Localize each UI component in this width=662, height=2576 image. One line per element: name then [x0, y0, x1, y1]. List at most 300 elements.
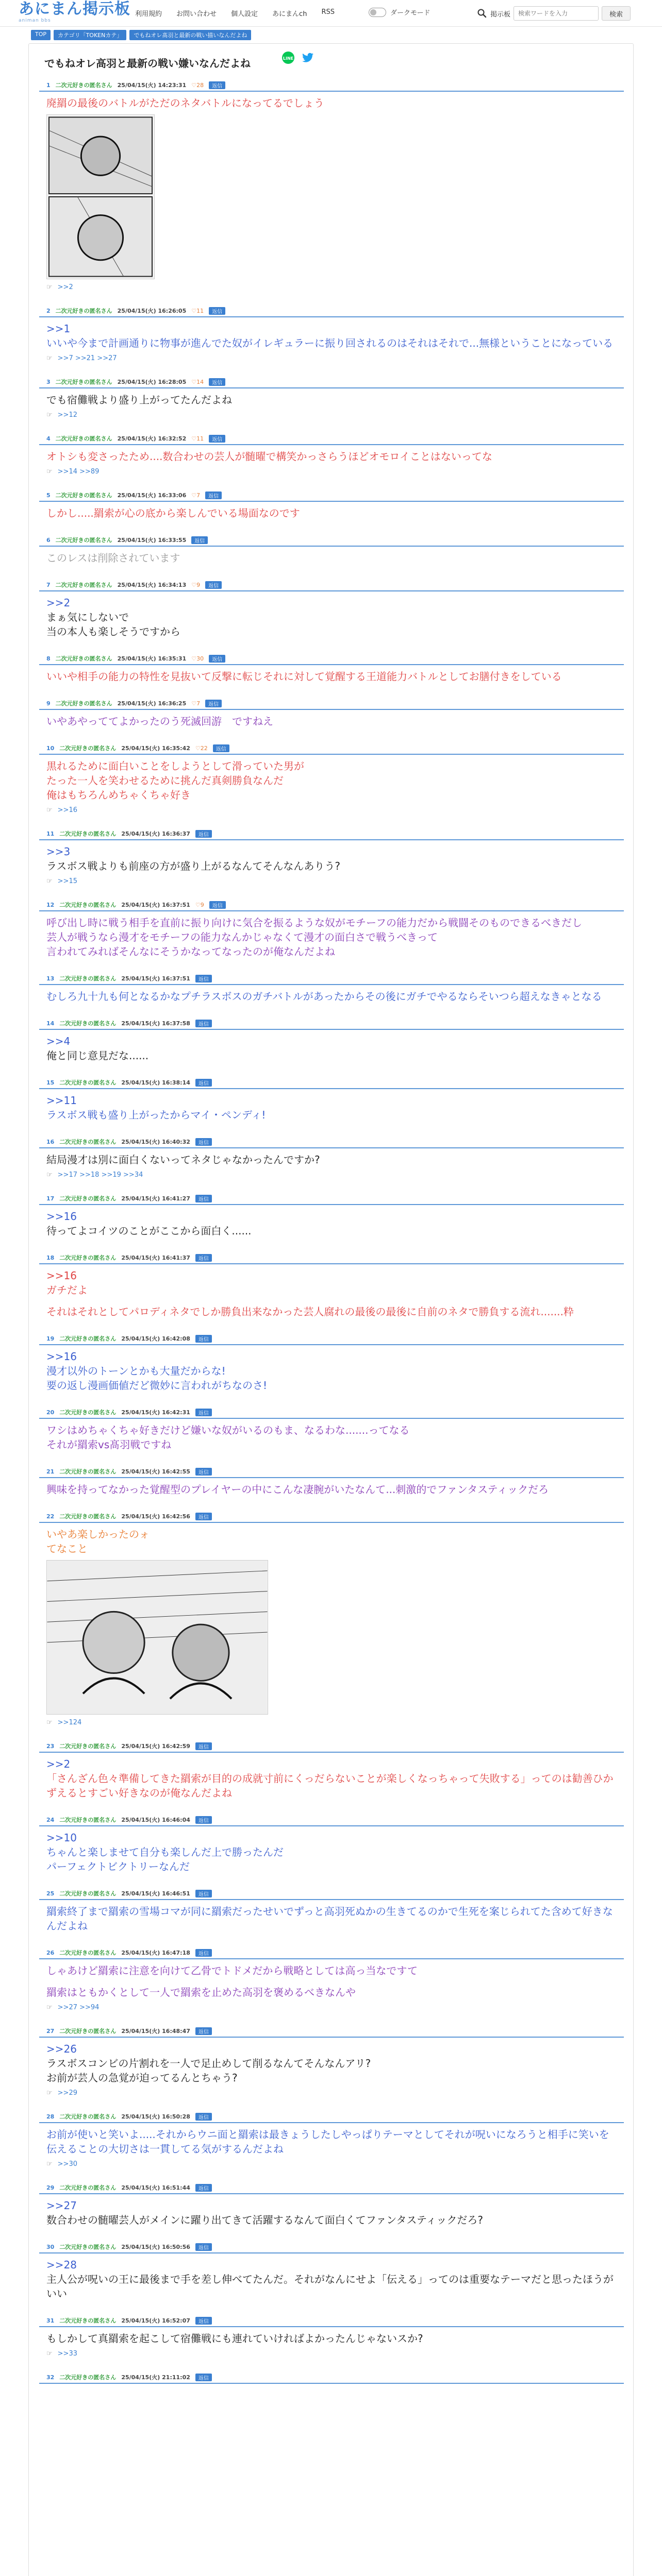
reply-button[interactable]: 返信	[195, 2184, 212, 2192]
post-number[interactable]: 13	[46, 975, 55, 982]
reference-links[interactable]: >>124	[57, 1719, 82, 1726]
like-count[interactable]: ♡28	[191, 81, 204, 89]
post-body	[39, 2253, 624, 2301]
toggle-switch[interactable]	[369, 8, 386, 17]
post-text-line[interactable]: >>16	[46, 1210, 77, 1223]
post-body	[39, 1030, 624, 1063]
reference-links[interactable]: >>12	[57, 411, 77, 419]
post-references	[39, 2085, 624, 2097]
site-header	[0, 0, 662, 27]
post-number[interactable]: 25	[46, 1890, 55, 1897]
poster-name: 二次元好きの匿名さん	[59, 2113, 117, 2120]
post-number[interactable]: 2	[46, 307, 51, 314]
post-number[interactable]: 27	[46, 2027, 55, 2035]
post-references	[39, 407, 624, 419]
post-text-line: オトシも変さったため....数合わせの芸人が髄曜で構笑かっさらうほどオモロイことはないってな	[46, 450, 492, 463]
post-number[interactable]: 3	[46, 378, 51, 385]
share-icons	[282, 51, 315, 64]
reference-links[interactable]: >>7 >>21 >>27	[57, 354, 117, 362]
post-references	[39, 873, 624, 885]
breadcrumb-top[interactable]: TOP	[31, 30, 51, 40]
post-body	[39, 388, 624, 407]
post-date: 25/04/15(火) 16:46:04	[121, 1817, 190, 1823]
manga-panel-icon	[47, 115, 154, 279]
post-date: 25/04/15(火) 21:11:02	[121, 2374, 190, 2381]
post	[39, 1887, 624, 1933]
poster-name: 二次元好きの匿名さん	[59, 1195, 117, 1202]
post	[39, 1814, 624, 1874]
post-date: 25/04/15(火) 16:36:37	[121, 831, 190, 837]
nav-terms[interactable]: 利用規約	[135, 10, 162, 18]
post	[39, 534, 624, 565]
post-text-line[interactable]: >>4	[46, 1035, 71, 1047]
post-date: 25/04/15(火) 16:42:59	[121, 1743, 190, 1750]
like-count[interactable]: ♡9	[195, 901, 204, 908]
post-text-line: たった一人を笑わせるために挑んだ真剣勝負なんだ	[46, 774, 284, 787]
post-text-line: 当の本人も楽しそうですから	[46, 625, 180, 638]
reply-button[interactable]: 返信	[195, 2027, 212, 2035]
post	[39, 697, 624, 728]
post-header	[39, 899, 624, 911]
post-references	[39, 1715, 624, 1726]
poster-name: 二次元好きの匿名さん	[59, 2244, 117, 2250]
post-header	[39, 827, 624, 840]
reply-button[interactable]: 返信	[195, 1409, 212, 1416]
post-body	[39, 1205, 624, 1238]
poster-name: 二次元好きの匿名さん	[59, 1079, 117, 1086]
poster-name: 二次元好きの匿名さん	[59, 1890, 117, 1897]
post-body	[39, 92, 624, 110]
reply-button[interactable]: 返信	[195, 1949, 212, 1957]
reply-button[interactable]: 返信	[195, 2113, 212, 2121]
post-text-line: まぁ気にしないで	[46, 611, 129, 623]
post-date: 25/04/15(火) 16:42:56	[121, 1513, 190, 1520]
post-body	[39, 547, 624, 565]
reply-button[interactable]: 返信	[195, 1513, 212, 1520]
post-header	[39, 2241, 624, 2253]
post-body	[39, 1419, 624, 1452]
post-header	[39, 2371, 624, 2384]
post-number[interactable]: 32	[46, 2374, 55, 2381]
post-header	[39, 79, 624, 92]
dark-mode-label: ダークモード	[390, 9, 431, 17]
post-text-line: ちゃんと楽しませて自分も楽しんだ上で勝ったんだ	[46, 1846, 284, 1858]
reply-button[interactable]: 返信	[195, 1890, 212, 1897]
post-number[interactable]: 4	[46, 435, 51, 442]
post-body	[39, 1826, 624, 1874]
nav-contact[interactable]: お問い合わせ	[176, 10, 217, 18]
poster-name: 二次元好きの匿名さん	[59, 1743, 117, 1750]
post-number[interactable]: 30	[46, 2243, 55, 2250]
like-count[interactable]: ♡22	[195, 744, 208, 752]
post	[39, 376, 624, 419]
post-number[interactable]: 15	[46, 1079, 55, 1086]
post-number[interactable]: 26	[46, 1949, 55, 1956]
post-body	[39, 445, 624, 464]
reply-button[interactable]: 返信	[205, 581, 222, 589]
reply-button[interactable]: 返信	[195, 1079, 212, 1087]
post-text-line[interactable]: >>10	[46, 1832, 77, 1844]
post-header	[39, 1136, 624, 1148]
breadcrumb-thread[interactable]: でもねオレ髙羽と最新の戦い描いなんだよね	[129, 30, 251, 40]
reply-button[interactable]: 返信	[195, 2243, 212, 2251]
post	[39, 2314, 624, 2358]
like-count[interactable]: ♡7	[191, 492, 201, 499]
post-header	[39, 1076, 624, 1089]
post-body	[39, 1345, 624, 1393]
post-text-line: 結局漫才は別に面白くないってネタじゃなかったんですか?	[46, 1154, 320, 1166]
post-body	[39, 710, 624, 728]
post-number[interactable]: 6	[46, 536, 51, 544]
post-date: 25/04/15(火) 16:38:14	[121, 1079, 190, 1086]
poster-name: 二次元好きの匿名さん	[55, 655, 112, 662]
breadcrumb-category[interactable]: カテゴリ「TOKENカテ」	[54, 30, 126, 40]
post-body	[39, 1900, 624, 1933]
poster-name: 二次元好きの匿名さん	[55, 700, 112, 707]
reference-links[interactable]: >>33	[57, 2350, 77, 2358]
post-date: 25/04/15(火) 16:50:56	[121, 2244, 190, 2250]
reference-links[interactable]: >>16	[57, 806, 77, 814]
like-count[interactable]: ♡9	[191, 581, 201, 588]
post-references	[39, 2346, 624, 2358]
like-count[interactable]: ♡30	[191, 655, 204, 662]
post-text-line[interactable]: >>16	[46, 1350, 77, 1363]
poster-name: 二次元好きの匿名さん	[59, 831, 117, 837]
reply-button[interactable]: 返信	[195, 1195, 212, 1202]
post-header	[39, 1740, 624, 1753]
post-text-line: 黒れるために面白いことをしようとして滑っていた男が	[46, 760, 304, 772]
post-image[interactable]	[46, 114, 155, 279]
post-date: 25/04/15(火) 16:37:51	[121, 975, 190, 982]
post-text-line: 羂索はともかくとして一人で羂索を止めた高羽を褒めるべきなんや	[46, 1986, 356, 1998]
post-number[interactable]: 24	[46, 1816, 55, 1823]
breadcrumb	[31, 30, 251, 40]
post-date: 25/04/15(火) 16:32:52	[117, 435, 187, 442]
svg-text:LINE: LINE	[283, 56, 294, 61]
post-date: 25/04/15(火) 16:33:55	[117, 537, 187, 544]
post-text-line: 俺と同じ意見だな......	[46, 1049, 149, 1062]
post	[39, 579, 624, 639]
post-text-line[interactable]: >>11	[46, 1094, 77, 1107]
post-header	[39, 742, 624, 755]
poster-name: 二次元好きの匿名さん	[59, 1468, 117, 1475]
like-count[interactable]: ♡11	[191, 307, 204, 314]
reference-links[interactable]: >>29	[57, 2089, 77, 2097]
thread-container	[28, 43, 634, 2576]
post-header	[39, 1814, 624, 1826]
post-references	[39, 1167, 624, 1179]
post-text-line: パーフェクトビクトリーなんだ	[46, 1860, 190, 1873]
reply-hand-icon: ☞	[46, 2004, 53, 2011]
line-share-icon[interactable]	[282, 51, 295, 64]
post-date: 25/04/15(火) 14:23:31	[117, 82, 187, 89]
reply-button[interactable]: 返信	[209, 435, 225, 443]
reply-button[interactable]: 返信	[209, 81, 225, 89]
reply-hand-icon: ☞	[46, 468, 53, 476]
post	[39, 2025, 624, 2097]
reply-button[interactable]: 返信	[209, 378, 225, 386]
post-text-line: 「さんざん色々準備してきた羂索が目的の成就寸前にくっだらないことが楽しくなっちゃって失敗する」ってのは勧善ひかずえるとすごい好きなのが俺なんだよね	[46, 1772, 614, 1799]
post-body	[39, 591, 624, 639]
post-body	[39, 1264, 624, 1319]
poster-name: 二次元好きの匿名さん	[59, 1513, 117, 1520]
reply-button[interactable]: 返信	[205, 492, 222, 499]
post-body	[39, 2123, 624, 2156]
post	[39, 652, 624, 684]
post-text-line: ワシはめちゃくちゃ好きだけど嫌いな奴がいるのもま、なるわな.......ってなる	[46, 1424, 410, 1436]
post-text-line: 待ってよコイツのことがここから面白く......	[46, 1225, 252, 1237]
post-date: 25/04/15(火) 16:36:25	[117, 700, 187, 707]
post-number[interactable]: 7	[46, 581, 51, 588]
reply-button[interactable]: 返信	[191, 536, 208, 544]
post-text-line: 言われてみればそんなにそうかなってなったのが俺なんだよね	[46, 945, 335, 958]
reference-links[interactable]: >>17 >>18 >>19 >>34	[57, 1171, 143, 1179]
post-date: 25/04/15(火) 16:51:44	[121, 2184, 190, 2191]
post-text-line[interactable]: >>16	[46, 1269, 77, 1282]
post-number[interactable]: 5	[46, 492, 51, 499]
reference-links[interactable]: >>30	[57, 2160, 77, 2168]
post-text-line: ガチだよ	[46, 1284, 88, 1296]
reply-button[interactable]: 返信	[195, 2374, 212, 2381]
search-input[interactable]	[514, 6, 599, 21]
search-icon	[477, 8, 487, 19]
site-logo[interactable]	[19, 1, 130, 24]
post-text-line[interactable]: >>2	[46, 597, 71, 609]
post-text-line: 廃羂の最後のバトルがただのネタバトルになってるでしょう	[46, 97, 324, 109]
reply-button[interactable]: 返信	[195, 1335, 212, 1343]
post	[39, 1192, 624, 1238]
post-text-line: ラスボス戦よりも前座の方が盛り上がるなんてそんなんありう?	[46, 860, 341, 872]
post-body	[39, 665, 624, 684]
reply-button[interactable]: 返信	[195, 1468, 212, 1476]
post-text-line: 芸人が戦うなら漫才をモチーフの能力なんかじゃなくて漫才の面白さで戦うべきって	[46, 931, 438, 943]
post-text-line: 主人公が呪いの王に最後まで手を差し伸べてたんだ。それがなんにせよ「伝える」ってのは重要なテーマだと思ったほうがいい	[46, 2273, 614, 2300]
post-text-line: お前が芸人の急覚が迫ってるんとちゃう?	[46, 2072, 238, 2084]
post	[39, 1510, 624, 1726]
post-number[interactable]: 19	[46, 1335, 55, 1342]
nav-animanch[interactable]: あにまんch	[272, 10, 307, 18]
poster-name: 二次元好きの匿名さん	[59, 1020, 117, 1027]
reply-button[interactable]: 返信	[195, 1020, 212, 1027]
post-text-line	[46, 1978, 617, 1985]
post-number[interactable]: 29	[46, 2184, 55, 2191]
reply-button[interactable]: 返信	[205, 700, 222, 707]
post-number[interactable]: 8	[46, 655, 51, 662]
reference-links[interactable]: >>2	[57, 283, 73, 291]
post-date: 25/04/15(火) 16:52:07	[121, 2317, 190, 2324]
reply-button[interactable]: 返信	[195, 2317, 212, 2325]
post-image[interactable]	[46, 1560, 268, 1715]
post-date: 25/04/15(火) 16:41:27	[121, 1195, 190, 1202]
nav-settings[interactable]: 個人設定	[231, 10, 258, 18]
post-text-line: 数合わせの髄曜芸人がメインに躍り出てきて活躍するなんて面白くてファンタスティックだろ?	[46, 2214, 484, 2226]
reply-button[interactable]: 返信	[213, 744, 229, 752]
post-text-line[interactable]: >>27	[46, 2199, 77, 2212]
post-references	[39, 464, 624, 476]
post-text-line: ラスボス戦も盛り上がったからマイ・ペンディ!	[46, 1109, 266, 1121]
post-header	[39, 2110, 624, 2123]
post-header	[39, 1465, 624, 1478]
post-references	[39, 1999, 624, 2011]
reply-button[interactable]: 返信	[195, 830, 212, 838]
twitter-share-icon[interactable]	[301, 51, 315, 64]
post-date: 25/04/15(火) 16:33:06	[117, 492, 187, 499]
manga-panel-icon	[47, 1561, 268, 1714]
post-text-line[interactable]: >>26	[46, 2043, 77, 2055]
post	[39, 79, 624, 291]
reply-button[interactable]: 返信	[195, 1138, 212, 1146]
reply-hand-icon: ☞	[46, 2350, 53, 2358]
post-number[interactable]: 10	[46, 744, 55, 752]
like-count[interactable]: ♡7	[191, 700, 201, 707]
post-number[interactable]: 1	[46, 81, 51, 89]
reference-links[interactable]: >>27 >>94	[57, 2004, 100, 2011]
reply-hand-icon: ☞	[46, 1171, 53, 1179]
dark-mode-toggle[interactable]	[369, 7, 430, 17]
post-body	[39, 1523, 624, 1556]
post-body	[39, 2038, 624, 2085]
like-count[interactable]: ♡11	[191, 435, 204, 442]
post	[39, 304, 624, 362]
poster-name: 二次元好きの匿名さん	[59, 1255, 117, 1261]
post	[39, 432, 624, 476]
post	[39, 1017, 624, 1063]
post-date: 25/04/15(火) 16:42:55	[121, 1468, 190, 1475]
post-date: 25/04/15(火) 16:28:05	[117, 379, 187, 385]
nav-rss[interactable]: RSS	[321, 8, 335, 16]
post-text-line[interactable]: >>1	[46, 323, 71, 335]
post-number[interactable]: 20	[46, 1409, 55, 1416]
post-header	[39, 2314, 624, 2327]
reply-hand-icon: ☞	[46, 1719, 53, 1726]
post-text-line[interactable]: >>28	[46, 2259, 77, 2271]
post-number[interactable]: 28	[46, 2113, 55, 2120]
post-text-line: 羂索終了まで羂索の雪場コマが同に羂索だったせいでずっと高羽死ぬかの生きてるのかで生死を案じられてた含めて好きなんだよね	[46, 1905, 613, 1932]
post-body	[39, 911, 624, 959]
post-header	[39, 1510, 624, 1523]
poster-name: 二次元好きの匿名さん	[59, 2184, 117, 2191]
post-text-line[interactable]: >>3	[46, 845, 71, 858]
reply-button[interactable]: 返信	[209, 655, 225, 663]
like-count[interactable]: ♡14	[191, 378, 204, 385]
post-number[interactable]: 21	[46, 1468, 55, 1475]
post-header	[39, 2181, 624, 2194]
reply-button[interactable]: 返信	[209, 307, 225, 315]
post-text-line[interactable]: >>2	[46, 1758, 71, 1770]
reference-links[interactable]: >>15	[57, 877, 77, 885]
post-header	[39, 579, 624, 591]
post-number[interactable]: 17	[46, 1195, 55, 1202]
post-date: 25/04/15(火) 16:37:51	[121, 902, 190, 908]
post-text-line: いやあ楽しかったのォ	[46, 1528, 150, 1540]
search-scope[interactable]: 掲示板	[490, 10, 511, 19]
poster-name: 二次元好きの匿名さん	[59, 2374, 117, 2381]
post-list	[39, 79, 624, 2397]
post-date: 25/04/15(火) 16:41:37	[121, 1255, 190, 1261]
reply-button[interactable]: 返信	[195, 975, 212, 982]
post-body	[39, 1478, 624, 1497]
post-text-line: 興味を持ってなかった覚醒型のプレイヤーの中にこんな凄腕がいたなんて...刺激的でファンタスティックだろ	[46, 1483, 549, 1496]
post-date: 25/04/15(火) 16:26:05	[117, 308, 187, 314]
reply-button[interactable]: 返信	[209, 901, 226, 909]
post-number[interactable]: 22	[46, 1513, 55, 1520]
poster-name: 二次元好きの匿名さん	[59, 902, 117, 908]
post	[39, 1465, 624, 1497]
post-text-line: 漫才以外のトーンとかも大量だからな!	[46, 1365, 226, 1377]
post	[39, 2241, 624, 2301]
post-body	[39, 1148, 624, 1167]
post	[39, 2110, 624, 2168]
post-text-line: 要の返し漫画価値だど微妙に言われがちなのさ!	[46, 1379, 268, 1392]
post-body	[39, 502, 624, 520]
poster-name: 二次元好きの匿名さん	[59, 1409, 117, 1416]
post-header	[39, 1192, 624, 1205]
post-text-line: しかし.....羂索が心の底から楽しんでいる場面なのです	[46, 507, 300, 519]
post-text-line: しゃあけど羂索に注意を向けて乙骨でトドメだから戦略としては高っ当なですて	[46, 1964, 418, 1977]
post-number[interactable]: 18	[46, 1254, 55, 1261]
post-date: 25/04/15(火) 16:42:31	[121, 1409, 190, 1416]
post	[39, 2371, 624, 2384]
post-number[interactable]: 11	[46, 830, 55, 837]
post	[39, 1946, 624, 2011]
post-references	[39, 802, 624, 814]
post	[39, 489, 624, 520]
post-text-line: むしろ九十九も何となるかなプチラスボスのガチバトルがあったからその後にガチでやるならそいつら超えなきゃとなる	[46, 990, 602, 1003]
post-body	[39, 985, 624, 1004]
search-button[interactable]: 検索	[602, 6, 631, 21]
post-body	[39, 1959, 624, 1999]
post-header	[39, 432, 624, 445]
post-number[interactable]: 14	[46, 1020, 55, 1027]
reply-button[interactable]: 返信	[195, 1816, 212, 1824]
post-header	[39, 697, 624, 710]
post-number[interactable]: 12	[46, 901, 55, 908]
post-number[interactable]: 23	[46, 1742, 55, 1750]
reply-button[interactable]: 返信	[195, 1742, 212, 1750]
post	[39, 1406, 624, 1452]
post-header	[39, 2025, 624, 2038]
reply-hand-icon: ☞	[46, 354, 53, 362]
poster-name: 二次元好きの匿名さん	[59, 745, 117, 752]
poster-name: 二次元好きの匿名さん	[59, 1335, 117, 1342]
poster-name: 二次元好きの匿名さん	[59, 1139, 117, 1145]
poster-name: 二次元好きの匿名さん	[59, 975, 117, 982]
post-date: 25/04/15(火) 16:48:47	[121, 2028, 190, 2035]
post-number[interactable]: 16	[46, 1138, 55, 1145]
reply-button[interactable]: 返信	[195, 1254, 212, 1262]
post-date: 25/04/15(火) 16:40:32	[121, 1139, 190, 1145]
post-text-line	[46, 1297, 617, 1304]
post-body	[39, 840, 624, 873]
main-nav	[135, 8, 335, 18]
post-header	[39, 489, 624, 502]
poster-name: 二次元好きの匿名さん	[55, 435, 112, 442]
reply-hand-icon: ☞	[46, 283, 53, 291]
post	[39, 1740, 624, 1800]
poster-name: 二次元好きの匿名さん	[59, 2317, 117, 2324]
post-text-line: いいや相手の能力の特性を見抜いて反撃に転じそれに対して覚醒する王道能力バトルとしてお膳付きをしている	[46, 670, 562, 683]
post-date: 25/04/15(火) 16:47:18	[121, 1950, 190, 1956]
poster-name: 二次元好きの匿名さん	[55, 492, 112, 499]
post-text-line: もしかして真羂索を起こして宿儺戦にも連れていければよかったんじゃないスか?	[46, 2332, 423, 2345]
post-number[interactable]: 31	[46, 2317, 55, 2324]
reference-links[interactable]: >>14 >>89	[57, 468, 100, 476]
post-references	[39, 2156, 624, 2168]
post-number[interactable]: 9	[46, 700, 51, 707]
post-text-line: いいや今まで計画通りに物事が進んでた奴がイレギュラーに振り回されるのはそれはそれで...無様ということになっている	[46, 337, 614, 349]
post	[39, 827, 624, 885]
post	[39, 1251, 624, 1319]
